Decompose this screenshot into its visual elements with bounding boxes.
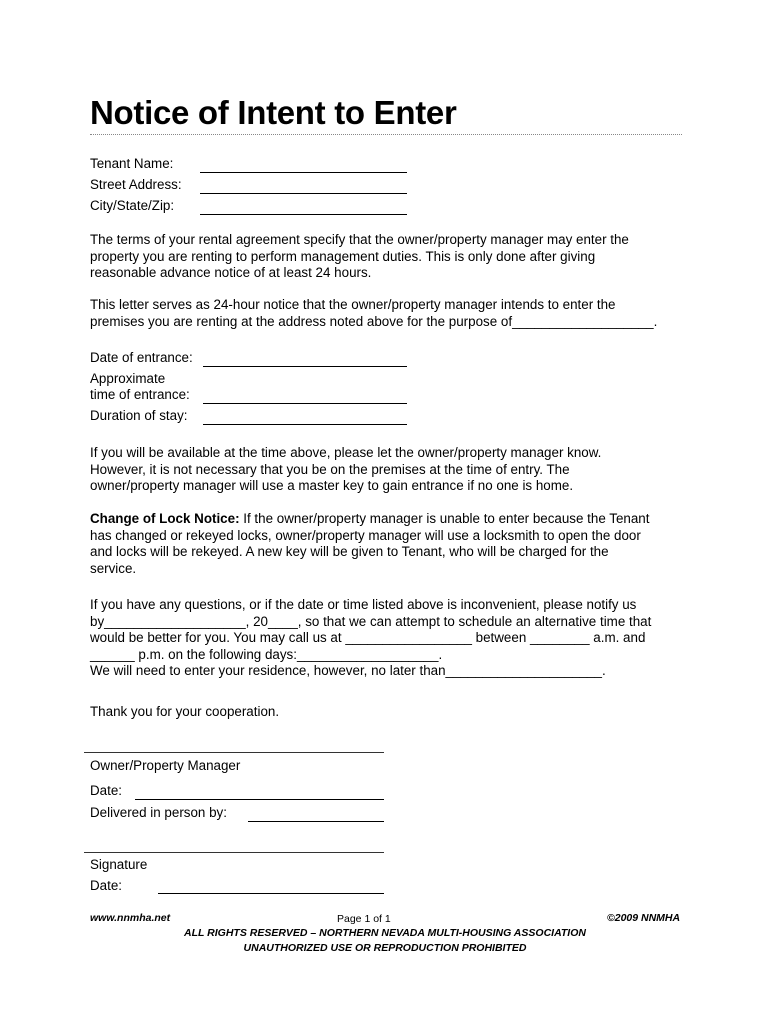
- time-of-entrance-line[interactable]: [203, 403, 407, 404]
- paragraph-line: ______ p.m. on the following days:___________________.: [90, 646, 443, 662]
- title-divider: [90, 134, 682, 135]
- rental-terms-paragraph: [90, 232, 690, 282]
- paragraph-line: This letter serves as 24-hour notice that the owner/property manager intends to enter the: [90, 297, 616, 312]
- paragraph-line: owner/property manager will use a master key to gain entrance if no one is home.: [90, 478, 574, 493]
- tenant-signature-line[interactable]: [84, 852, 384, 853]
- paragraph-line: If you will be available at the time above, please let the owner/property manager know.: [90, 445, 602, 460]
- paragraph-line: We will need to enter your residence, however, no later than_____________________.: [90, 663, 606, 678]
- city-state-zip-label: City/State/Zip:: [90, 198, 175, 213]
- owner-property-manager-label: Owner/Property Manager: [90, 758, 241, 773]
- notice-purpose-paragraph: [90, 297, 690, 330]
- footer-unauthorized-use: UNAUTHORIZED USE OR REPRODUCTION PROHIBITED: [243, 942, 527, 954]
- change-of-lock-heading: Change of Lock Notice:: [90, 511, 240, 526]
- footer-copyright: ©2009 NNMHA: [607, 912, 681, 924]
- thank-you-text: Thank you for your cooperation.: [90, 704, 280, 719]
- footer-page-number: Page 1 of 1: [337, 913, 391, 925]
- paragraph-line: If you have any questions, or if the date or time listed above is inconvenient, please notify us: [90, 597, 637, 612]
- duration-of-stay-line[interactable]: [203, 424, 407, 425]
- signature-label: Signature: [90, 857, 148, 872]
- date-of-entrance-label: Date of entrance:: [90, 350, 193, 365]
- paragraph-line: [90, 511, 690, 528]
- tenant-name-line[interactable]: [200, 172, 407, 173]
- paragraph-line: However, it is not necessary that you be on the premises at the time of entry. The: [90, 461, 570, 477]
- footer-website[interactable]: www.nnmha.net: [90, 912, 171, 924]
- delivered-by-line[interactable]: [248, 821, 384, 822]
- delivered-in-person-label: Delivered in person by:: [90, 805, 227, 820]
- duration-of-stay-label: Duration of stay:: [90, 408, 188, 423]
- owner-date-line[interactable]: [135, 799, 384, 800]
- change-of-lock-paragraph: [90, 511, 690, 577]
- paragraph-line: has changed or rekeyed locks, owner/property manager will use a locksmith to open the door: [90, 527, 641, 543]
- owner-signature-line[interactable]: [84, 752, 384, 753]
- paragraph-text: If the owner/property manager is unable to enter because the Tenant: [239, 511, 650, 526]
- questions-paragraph: [90, 597, 690, 680]
- signature-date-line[interactable]: [158, 893, 384, 894]
- date-of-entrance-line[interactable]: [203, 366, 407, 367]
- availability-paragraph: [90, 445, 690, 495]
- paragraph-line: service.: [90, 560, 137, 576]
- paragraph-line: by___________________, 20____, so that we can attempt to schedule an alternative time that: [90, 613, 652, 629]
- paragraph-line: premises you are renting at the address noted above for the purpose of___________________.: [90, 313, 658, 329]
- document-title: Notice of Intent to Enter: [90, 94, 457, 131]
- paragraph-line: and locks will be rekeyed. A new key will be given to Tenant, who will be charged for the: [90, 544, 609, 559]
- signature-date-label: Date:: [90, 878, 123, 893]
- approximate-label: Approximate: [90, 371, 166, 386]
- paragraph-line: would be better for you. You may call us at _________________ between ________ a.m. and: [90, 630, 646, 645]
- street-address-line[interactable]: [200, 193, 407, 194]
- tenant-name-label: Tenant Name:: [90, 156, 174, 171]
- paragraph-line: property you are renting to perform management duties. This is only done after giving: [90, 248, 596, 264]
- paragraph-line: The terms of your rental agreement specify that the owner/property manager may enter the: [90, 232, 629, 247]
- time-of-entrance-label: time of entrance:: [90, 387, 190, 402]
- owner-date-label: Date:: [90, 783, 123, 798]
- paragraph-line: reasonable advance notice of at least 24 hours.: [90, 265, 372, 280]
- city-state-zip-line[interactable]: [200, 214, 407, 215]
- street-address-label: Street Address:: [90, 177, 182, 192]
- footer-rights-reserved: ALL RIGHTS RESERVED – NORTHERN NEVADA MULTI-HOUSING ASSOCIATION: [184, 927, 586, 939]
